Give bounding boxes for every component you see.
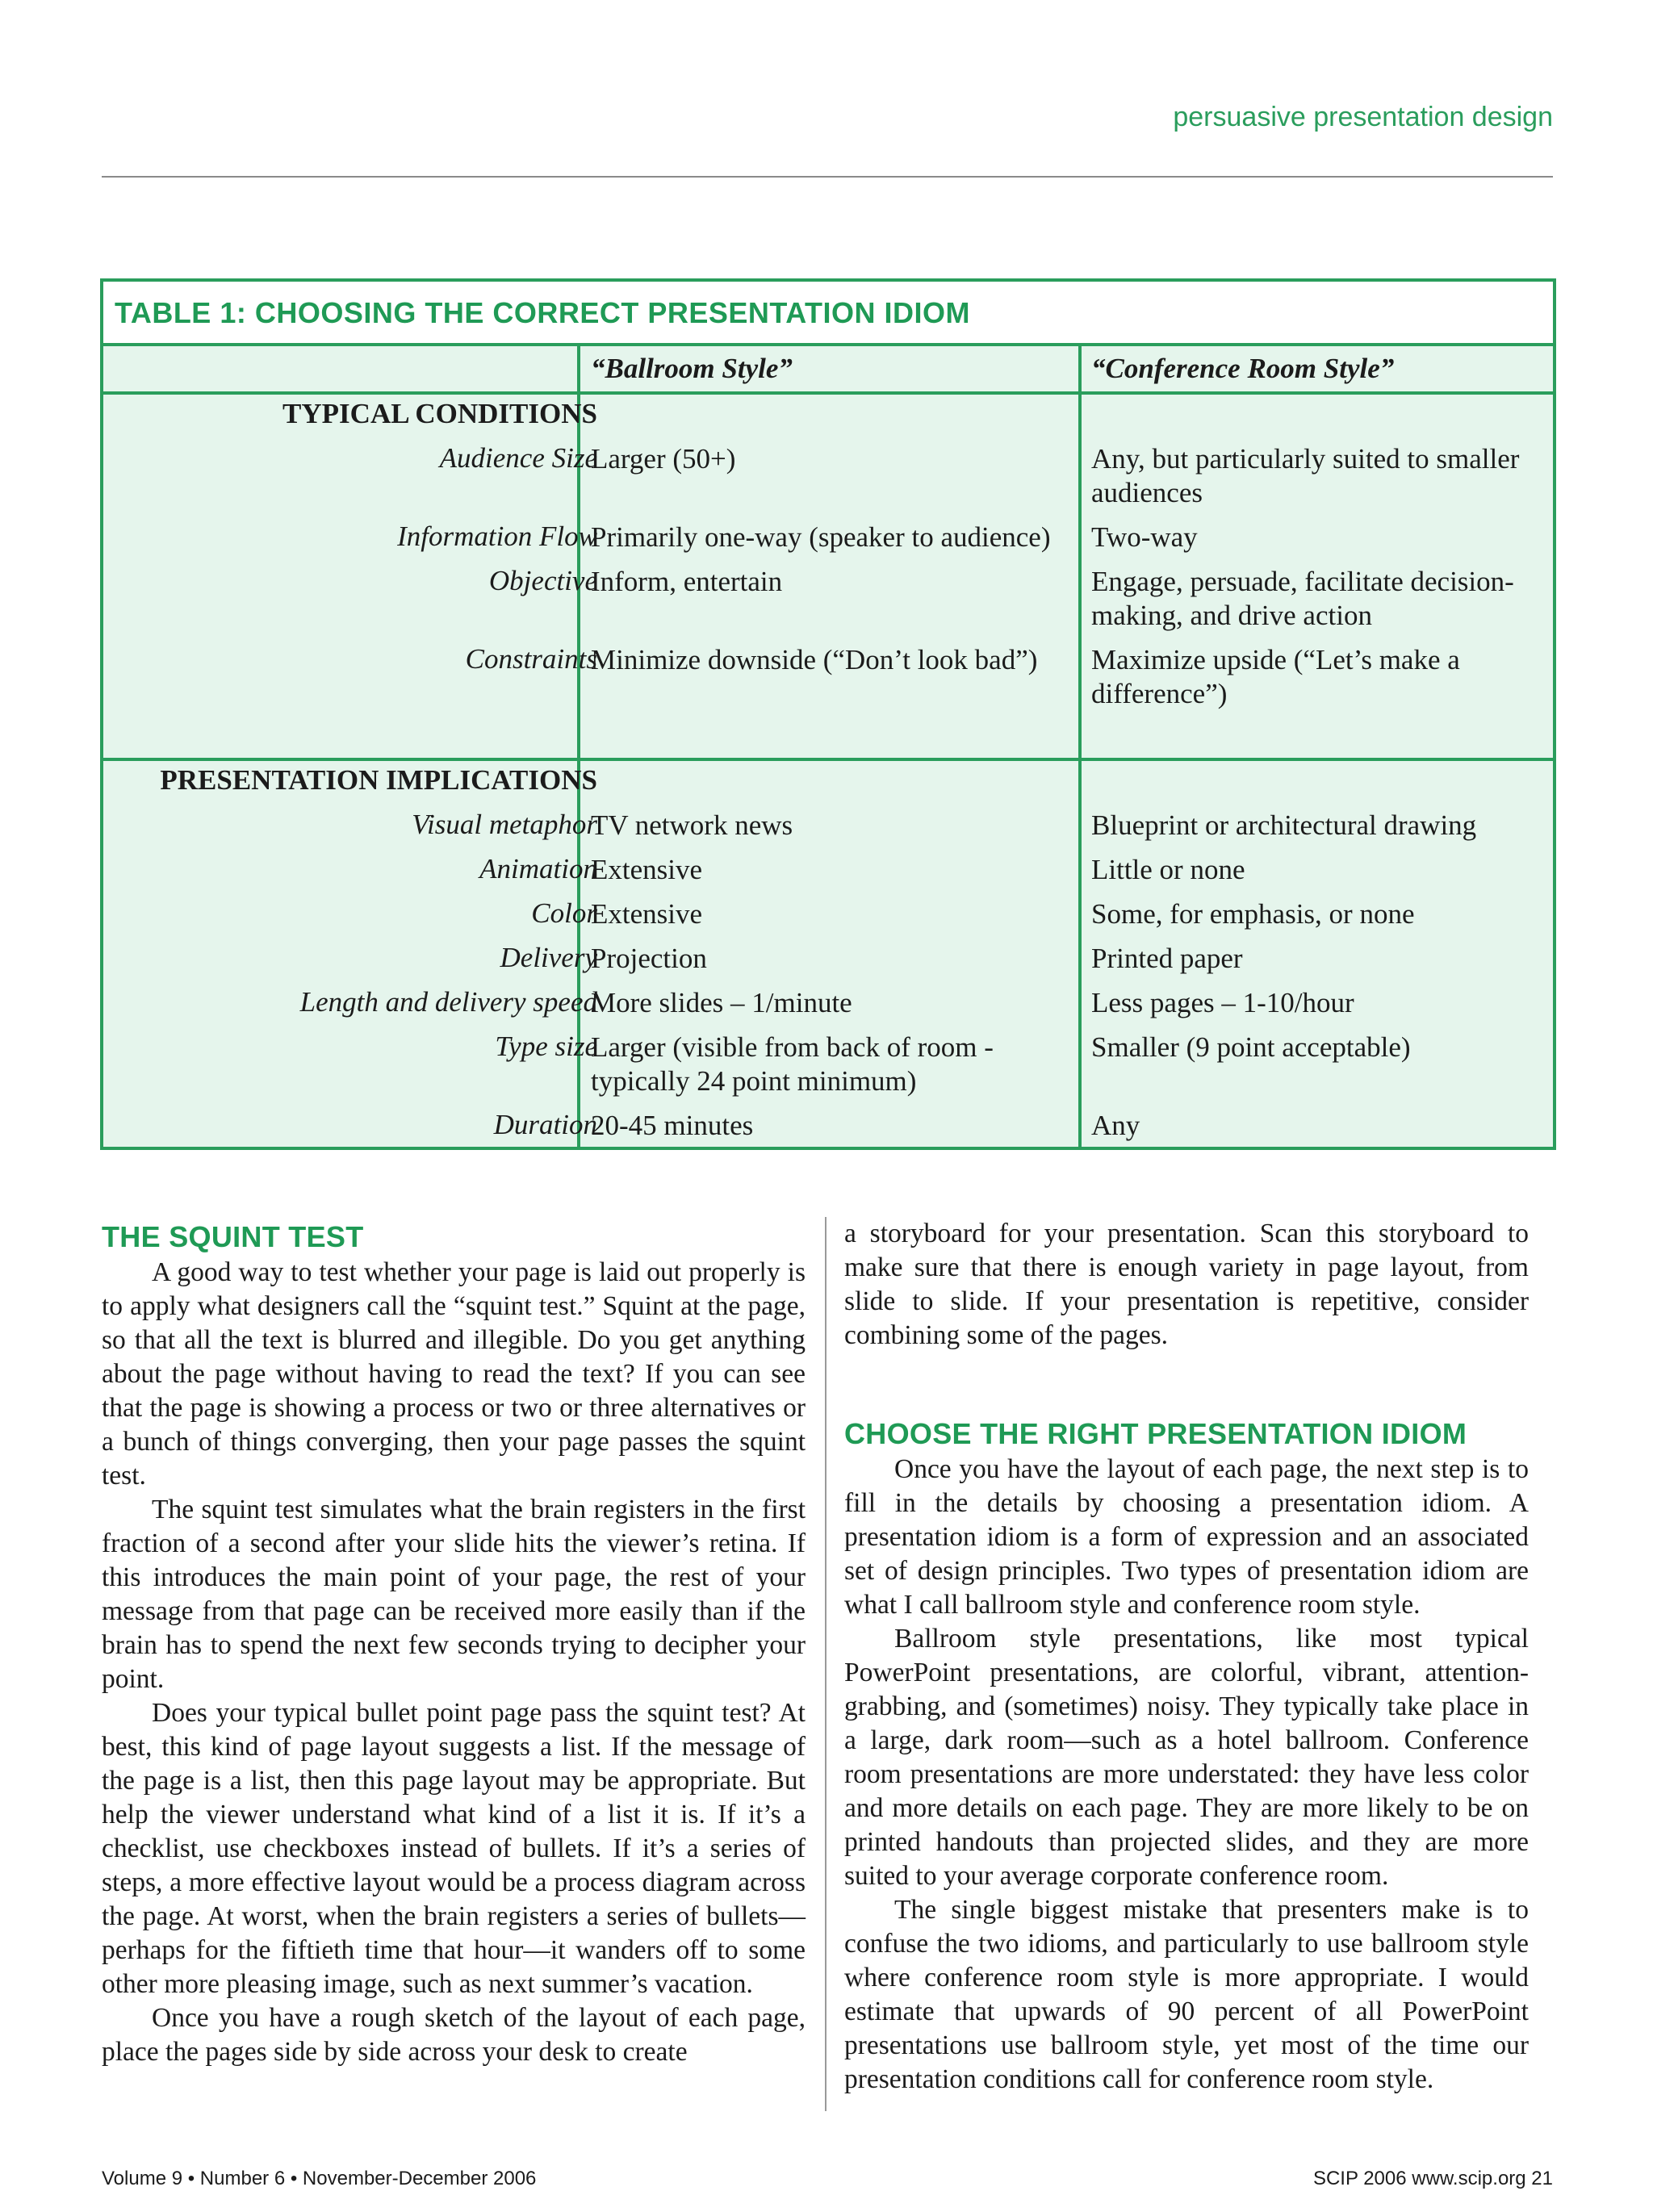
ballroom-column-header: “Ballroom Style” [591, 353, 793, 384]
row-label-constraints: Constraints [465, 643, 597, 675]
row-label-objective: Objective [488, 565, 597, 596]
table-title-bar [103, 282, 1553, 346]
squint-paragraph-3: Does your typical bullet point page pass the squint test? At best, this kind of page layout suggests a list. If the message of the page is a list, then this page layout may be appropriate. But help the viewer understand what kind of a list it is. If it’s a checklist, use checkboxes instead of bullets. If it’s a series of steps, a more effective layout would be a process diagram across the page. At worst, when the brain registers a series of bullets—perhaps for the fiftieth time that hour—it wanders off to some other more pleasing image, such as next summer’s vacation. [102, 1698, 806, 1999]
column-divider-2 [1078, 343, 1082, 1147]
row-label-delivery: Delivery [500, 942, 597, 973]
conference-objective: Engage, persuade, facilitate decision-making, and drive action [1091, 566, 1514, 631]
conference-length-delivery-speed: Less pages – 1-10/hour [1091, 987, 1354, 1018]
ballroom-type-size: Larger (visible from back of room - typically 24 point minimum) [591, 1031, 994, 1097]
idiom-table [100, 278, 1556, 1150]
ballroom-delivery: Projection [591, 943, 707, 974]
ballroom-animation: Extensive [591, 854, 703, 885]
squint-paragraph-4: Once you have a rough sketch of the layout of each page, place the pages side by side across your desk to create [102, 2003, 806, 2067]
squint-paragraph-2: The squint test simulates what the brain registers in the first fraction of a second after your slide hits the viewer’s retina. If this introduces the main point of your page, the rest of your message from that page can be received more easily than if the brain has to spend the next few seconds trying to decipher your point. [102, 1495, 806, 1694]
ballroom-duration: 20-45 minutes [591, 1110, 754, 1141]
ballroom-constraints: Minimize downside (“Don’t look bad”) [591, 644, 1038, 675]
idiom-paragraph-3: The single biggest mistake that presenters make is to confuse the two idioms, and particularly to use ballroom style where conference room style is more appropriate. I would estimate that upwards of 90 percent of all PowerPoint presentations use ballroom style, yet most of the time our presentation conditions call for conference room style. [844, 1895, 1529, 2094]
header-row-rule [103, 391, 1553, 395]
conference-animation: Little or none [1091, 854, 1245, 885]
squint-paragraph-4-continued: a storyboard for your presentation. Scan this storyboard to make sure that there is enough variety in page layout, from slide to slide. If your presentation is repetitive, consider combining some of the pages. [844, 1219, 1529, 1350]
conference-audience-size: Any, but particularly suited to smaller audiences [1091, 443, 1520, 508]
conference-column-header: “Conference Room Style” [1091, 353, 1395, 384]
row-label-length-delivery-speed: Length and delivery speed [299, 986, 597, 1018]
idiom-paragraph-1: Once you have the layout of each page, the next step is to fill in the details by choosing a presentation idiom. A presentation idiom is a form of expression and an associated set of design principles. Two types of presentation idiom are what I call ballroom style and conference room style. [844, 1454, 1529, 1620]
squint-test-heading: THE SQUINT TEST [102, 1220, 364, 1253]
conference-visual-metaphor: Blueprint or architectural drawing [1091, 809, 1477, 841]
choose-idiom-body [844, 1453, 1529, 2097]
squint-paragraph-1: A good way to test whether your page is laid out properly is to apply what designers call the “squint test.” Squint at the page, so that all the text is blurred and illegible. Do you get anything about the page without having to read the text? If you can see that the page is showing a process or two or three alternatives or a bunch of things converging, then your page passes the squint test. [102, 1257, 806, 1491]
conference-information-flow: Two-way [1091, 521, 1198, 553]
row-label-visual-metaphor: Visual metaphor [412, 809, 597, 840]
row-label-information-flow: Information Flow [397, 521, 597, 552]
section-title-presentation-implications: PRESENTATION IMPLICATIONS [160, 764, 597, 796]
ballroom-visual-metaphor: TV network news [591, 809, 793, 841]
running-head: persuasive presentation design [1173, 102, 1553, 132]
section-divider-rule [103, 758, 1553, 761]
ballroom-audience-size: Larger (50+) [591, 443, 736, 475]
row-label-duration: Duration [493, 1109, 597, 1140]
row-label-animation: Animation [479, 853, 597, 884]
idiom-paragraph-2: Ballroom style presentations, like most typical PowerPoint presentations, are colorful, vibrant, attention-grabbing, and (sometimes) noisy. They typically take place in a large, dark room—such as a hotel ballroom. Conference room presentations are more understated: they have less color and more details on each page. They are more likely to be on printed handouts than projected slides, and they are more suited to your average corporate conference room. [844, 1624, 1529, 1891]
squint-test-continued [844, 1217, 1529, 1353]
row-label-type-size: Type size [495, 1031, 597, 1062]
footer-page-info: SCIP 2006 www.scip.org 21 [1312, 2168, 1553, 2189]
conference-duration: Any [1091, 1110, 1140, 1141]
conference-delivery: Printed paper [1091, 943, 1243, 974]
row-label-color: Color [531, 897, 597, 929]
row-label-audience-size: Audience Size [439, 442, 597, 474]
footer-issue-info: Volume 9 • Number 6 • November-December 2006 [102, 2168, 537, 2189]
ballroom-color: Extensive [591, 898, 703, 930]
column-divider [825, 1217, 826, 2111]
conference-color: Some, for emphasis, or none [1091, 898, 1415, 930]
ballroom-information-flow: Primarily one-way (speaker to audience) [591, 521, 1051, 553]
table-title: TABLE 1: CHOOSING THE CORRECT PRESENTATION IDIOM [115, 296, 971, 329]
ballroom-length-delivery-speed: More slides – 1/minute [591, 987, 852, 1018]
conference-type-size: Smaller (9 point acceptable) [1091, 1031, 1411, 1063]
ballroom-objective: Inform, entertain [591, 566, 783, 597]
conference-constraints: Maximize upside (“Let’s make a difference”) [1091, 644, 1460, 709]
squint-test-body [102, 1256, 806, 2069]
header-rule [102, 176, 1553, 178]
section-title-typical-conditions: TYPICAL CONDITIONS [282, 398, 597, 429]
choose-idiom-heading: CHOOSE THE RIGHT PRESENTATION IDIOM [844, 1417, 1467, 1450]
